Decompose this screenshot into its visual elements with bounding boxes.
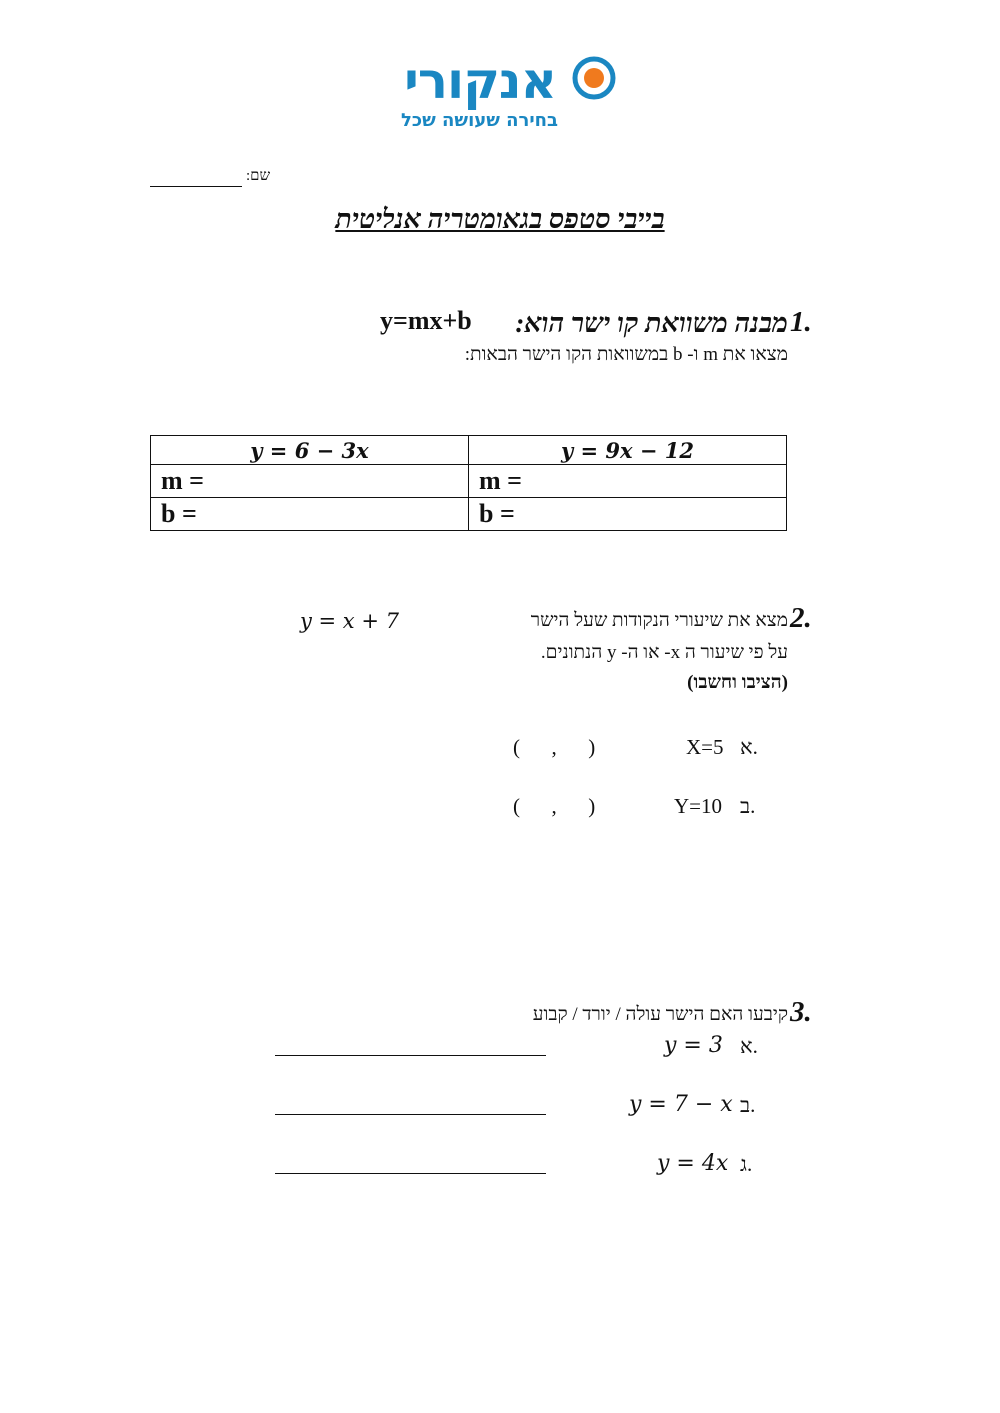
table-cell-b[interactable]: b = <box>151 498 469 531</box>
q3-item-label: א. <box>740 1034 758 1058</box>
table-header: y = 9x − 12 <box>469 436 787 465</box>
q3-text: קיבעו האם הישר עולה / יורד / קבוע <box>532 1004 788 1025</box>
q3-answer-line[interactable] <box>275 1173 546 1174</box>
q2-item-condition: Y=10 <box>674 794 723 818</box>
q2-item-answer[interactable]: ( , ) <box>513 735 596 759</box>
table-cell-m[interactable]: m = <box>469 465 787 498</box>
q2-item-label: א. <box>740 735 758 759</box>
q2-number: 2. <box>790 602 812 634</box>
q3-item-label: ג. <box>740 1152 753 1176</box>
q2-line2: על פי שיעור ה x- או ה- y הנתונים. <box>540 642 788 663</box>
q3-item-equation: y = 4x <box>657 1151 729 1176</box>
q1-instruction: מצאו את m ו- b במשוואות הקו הישר הבאות: <box>464 344 788 365</box>
name-label: שם: <box>246 168 271 184</box>
name-input-line[interactable] <box>150 186 242 187</box>
q2-item-label: ב. <box>740 794 756 818</box>
q3-item-label: ב. <box>740 1093 756 1117</box>
q3-item-equation: y = 7 − x <box>629 1092 733 1117</box>
logo-target-icon <box>572 56 616 100</box>
logo-wordmark: אנקורי <box>404 52 556 110</box>
q3-answer-line[interactable] <box>275 1055 546 1056</box>
q2-line3: (הציבו וחשבו) <box>687 672 788 693</box>
q2-line1: מצא את שיעורי הנקודות שעל הישר <box>530 610 788 631</box>
q3-number: 3. <box>790 996 812 1028</box>
brand-logo <box>380 50 620 140</box>
q3-answer-line[interactable] <box>275 1114 546 1115</box>
q1-text: מבנה משוואת קו ישר הוא: <box>515 308 788 338</box>
q1-table <box>150 435 787 531</box>
table-header: y = 6 − 3x <box>151 436 469 465</box>
logo-tagline: בחירה שעושה שכל <box>401 110 558 131</box>
q1-equation: y=mx+b <box>380 306 472 335</box>
q1-number: 1. <box>790 306 812 338</box>
q2-item-condition: X=5 <box>686 735 724 759</box>
table-header-row <box>151 436 787 465</box>
worksheet-title: בייבי סטפס בגאומטריה אנליטית <box>335 204 665 234</box>
table-cell-b[interactable]: b = <box>469 498 787 531</box>
table-row <box>151 498 787 531</box>
q2-equation: y = x + 7 <box>300 609 399 633</box>
table-cell-m[interactable]: m = <box>151 465 469 498</box>
q3-item-equation: y = 3 <box>664 1033 723 1058</box>
q2-item-answer[interactable]: ( , ) <box>513 794 596 818</box>
table-row <box>151 465 787 498</box>
